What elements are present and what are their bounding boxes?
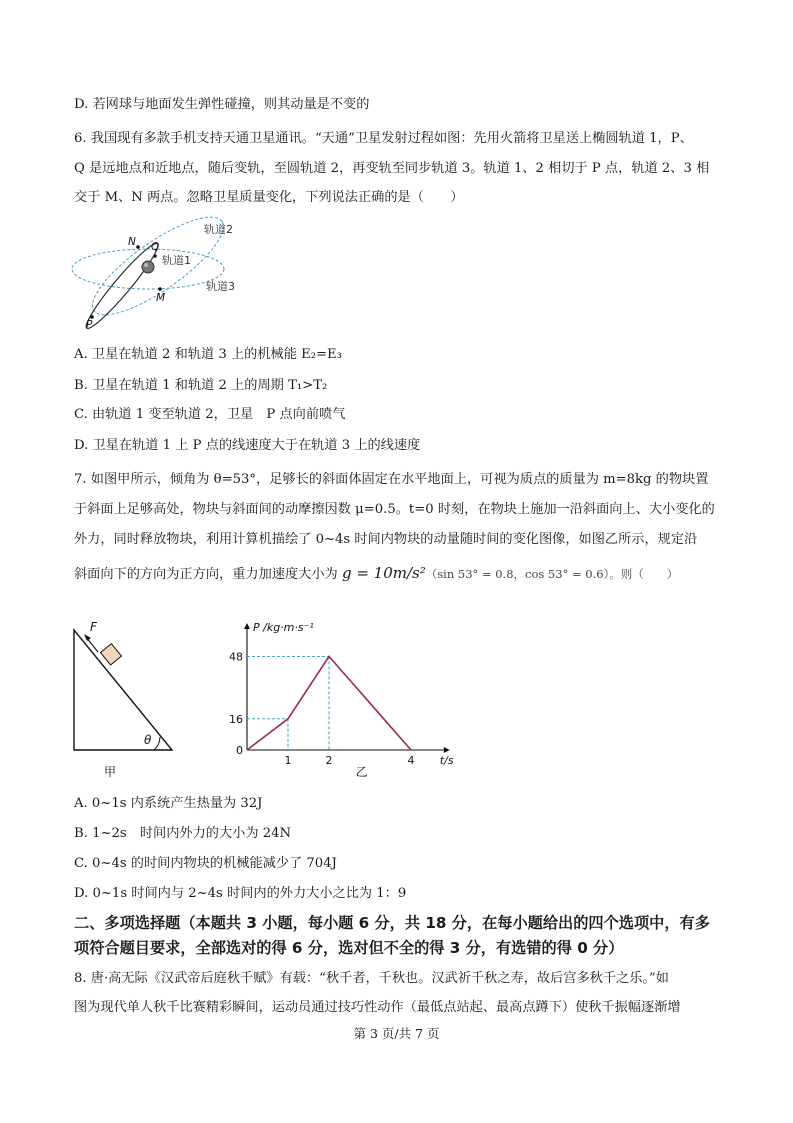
q8-stem-line1: 8. 唐·高无际《汉武帝后庭秋千赋》有载：“秋千者，千秋也。汉武祈千秋之寿，故后宫多秋千之乐。”如 <box>74 971 669 986</box>
trig-values: （sin 53° = 0.8，cos 53° = 0.6）。则（ ） <box>425 567 679 581</box>
page-number: 第 3 页/共 7 页 <box>353 1026 440 1041</box>
gravity-formula: g = 10m/s² <box>341 564 426 582</box>
label-m: M <box>156 292 166 304</box>
block <box>100 644 121 665</box>
q7-option-d: D. 0~1s 时间内与 2~4s 时间内的外力大小之比为 1：9 <box>74 886 407 901</box>
q7-option-a: A. 0~1s 内系统产生热量为 32J <box>74 796 263 811</box>
label-theta: θ <box>144 733 152 747</box>
x-tick-label: 4 <box>407 754 415 767</box>
orbit-figure <box>60 214 260 334</box>
label-orbit2: 轨道2 <box>204 223 233 236</box>
q6-stem-line2: Q 是远地点和近地点，随后变轨，至圆轨道 2，再变轨至同步轨道 3。轨道 1、2 相切于 P 点，轨道 2、3 相 <box>74 161 710 176</box>
x-axis-label: t/s <box>439 754 454 767</box>
label-n: N <box>128 236 136 248</box>
q7-option-c: C. 0~4s 的时间内物块的机械能减少了 704J <box>74 856 337 871</box>
x-tick-label: 2 <box>325 754 333 767</box>
label-q: Q <box>151 241 160 253</box>
momentum-chart <box>222 600 452 782</box>
caption-jia: 甲 <box>104 765 117 779</box>
incline-triangle <box>74 630 172 750</box>
q7-stem-line4-text: 斜面向下的方向为正方向，重力加速度大小为 <box>74 567 342 582</box>
q6-option-c: C. 由轨道 1 变至轨道 2，卫星 P 点向前喷气 <box>74 407 346 422</box>
q8-stem-line2: 图为现代单人秋千比赛精彩瞬间，运动员通过技巧性动作（最低点站起、最高点蹲下）使秋千振幅逐渐增 <box>74 1000 681 1015</box>
x-tick-label: 1 <box>284 754 292 767</box>
q7-option-b: B. 1~2s 时间内外力的大小为 24N <box>74 826 292 841</box>
section2-title-line2: 项符合题目要求，全部选对的得 6 分，选对但不全的得 3 分，有选错的得 0 分） <box>74 939 624 957</box>
q7-stem-line3: 外力，同时释放物块，利用计算机描绘了 0~4s 时间内物块的动量随时间的变化图像，如图乙所示，规定沿 <box>74 532 698 547</box>
y-tick-label: 0 <box>236 744 243 757</box>
orbit2-ellipse <box>80 202 235 331</box>
q5-option-d: D. 若网球与地面发生弹性碰撞，则其动量是不变的 <box>74 97 370 112</box>
label-orbit1: 轨道1 <box>162 254 191 267</box>
q6-stem-line3: 交于 M、N 两点。忽略卫星质量变化，下列说法正确的是（ ） <box>74 190 464 205</box>
q6-stem-line1: 6. 我国现有多款手机支持天通卫星通讯。“天通”卫星发射过程如图：先用火箭将卫星送上椭圆轨道 1，P、 <box>74 131 693 146</box>
label-force: F <box>90 620 97 634</box>
label-p: P <box>86 319 93 331</box>
y-tick-label: 48 <box>229 650 243 664</box>
q7-stem-line4 <box>74 564 678 584</box>
y-axis-label: P /kg·m·s⁻¹ <box>253 621 314 634</box>
earth-icon <box>142 261 154 273</box>
q6-option-b: B. 卫星在轨道 1 和轨道 2 上的周期 T₁>T₂ <box>74 378 328 393</box>
point-n <box>136 245 140 249</box>
label-orbit3: 轨道3 <box>206 280 235 293</box>
x-axis-arrow <box>444 747 450 753</box>
section2-title-line1: 二、多项选择题（本题共 3 小题，每小题 6 分，共 18 分，在每小题给出的四个选项中，有多 <box>74 914 710 932</box>
q7-stem-line2: 于斜面上足够高处，物块与斜面间的动摩擦因数 μ=0.5。t=0 时刻，在物块上施加一沿斜面向上、大小变化的 <box>74 502 715 517</box>
incline-figure <box>66 616 186 782</box>
y-axis-arrow <box>244 623 250 629</box>
q6-option-d: D. 卫星在轨道 1 上 P 点的线速度大于在轨道 3 上的线速度 <box>74 438 421 453</box>
q7-stem-line1: 7. 如图甲所示，倾角为 θ=53°，足够长的斜面体固定在水平地面上，可视为质点的质量为 m=8kg 的物块置 <box>74 472 709 487</box>
caption-yi: 乙 <box>355 765 368 779</box>
point-m <box>158 287 162 291</box>
q6-option-a: A. 卫星在轨道 2 和轨道 3 上的机械能 E₂=E₃ <box>74 347 342 362</box>
point-q <box>153 254 157 258</box>
y-tick-label: 16 <box>229 712 243 726</box>
